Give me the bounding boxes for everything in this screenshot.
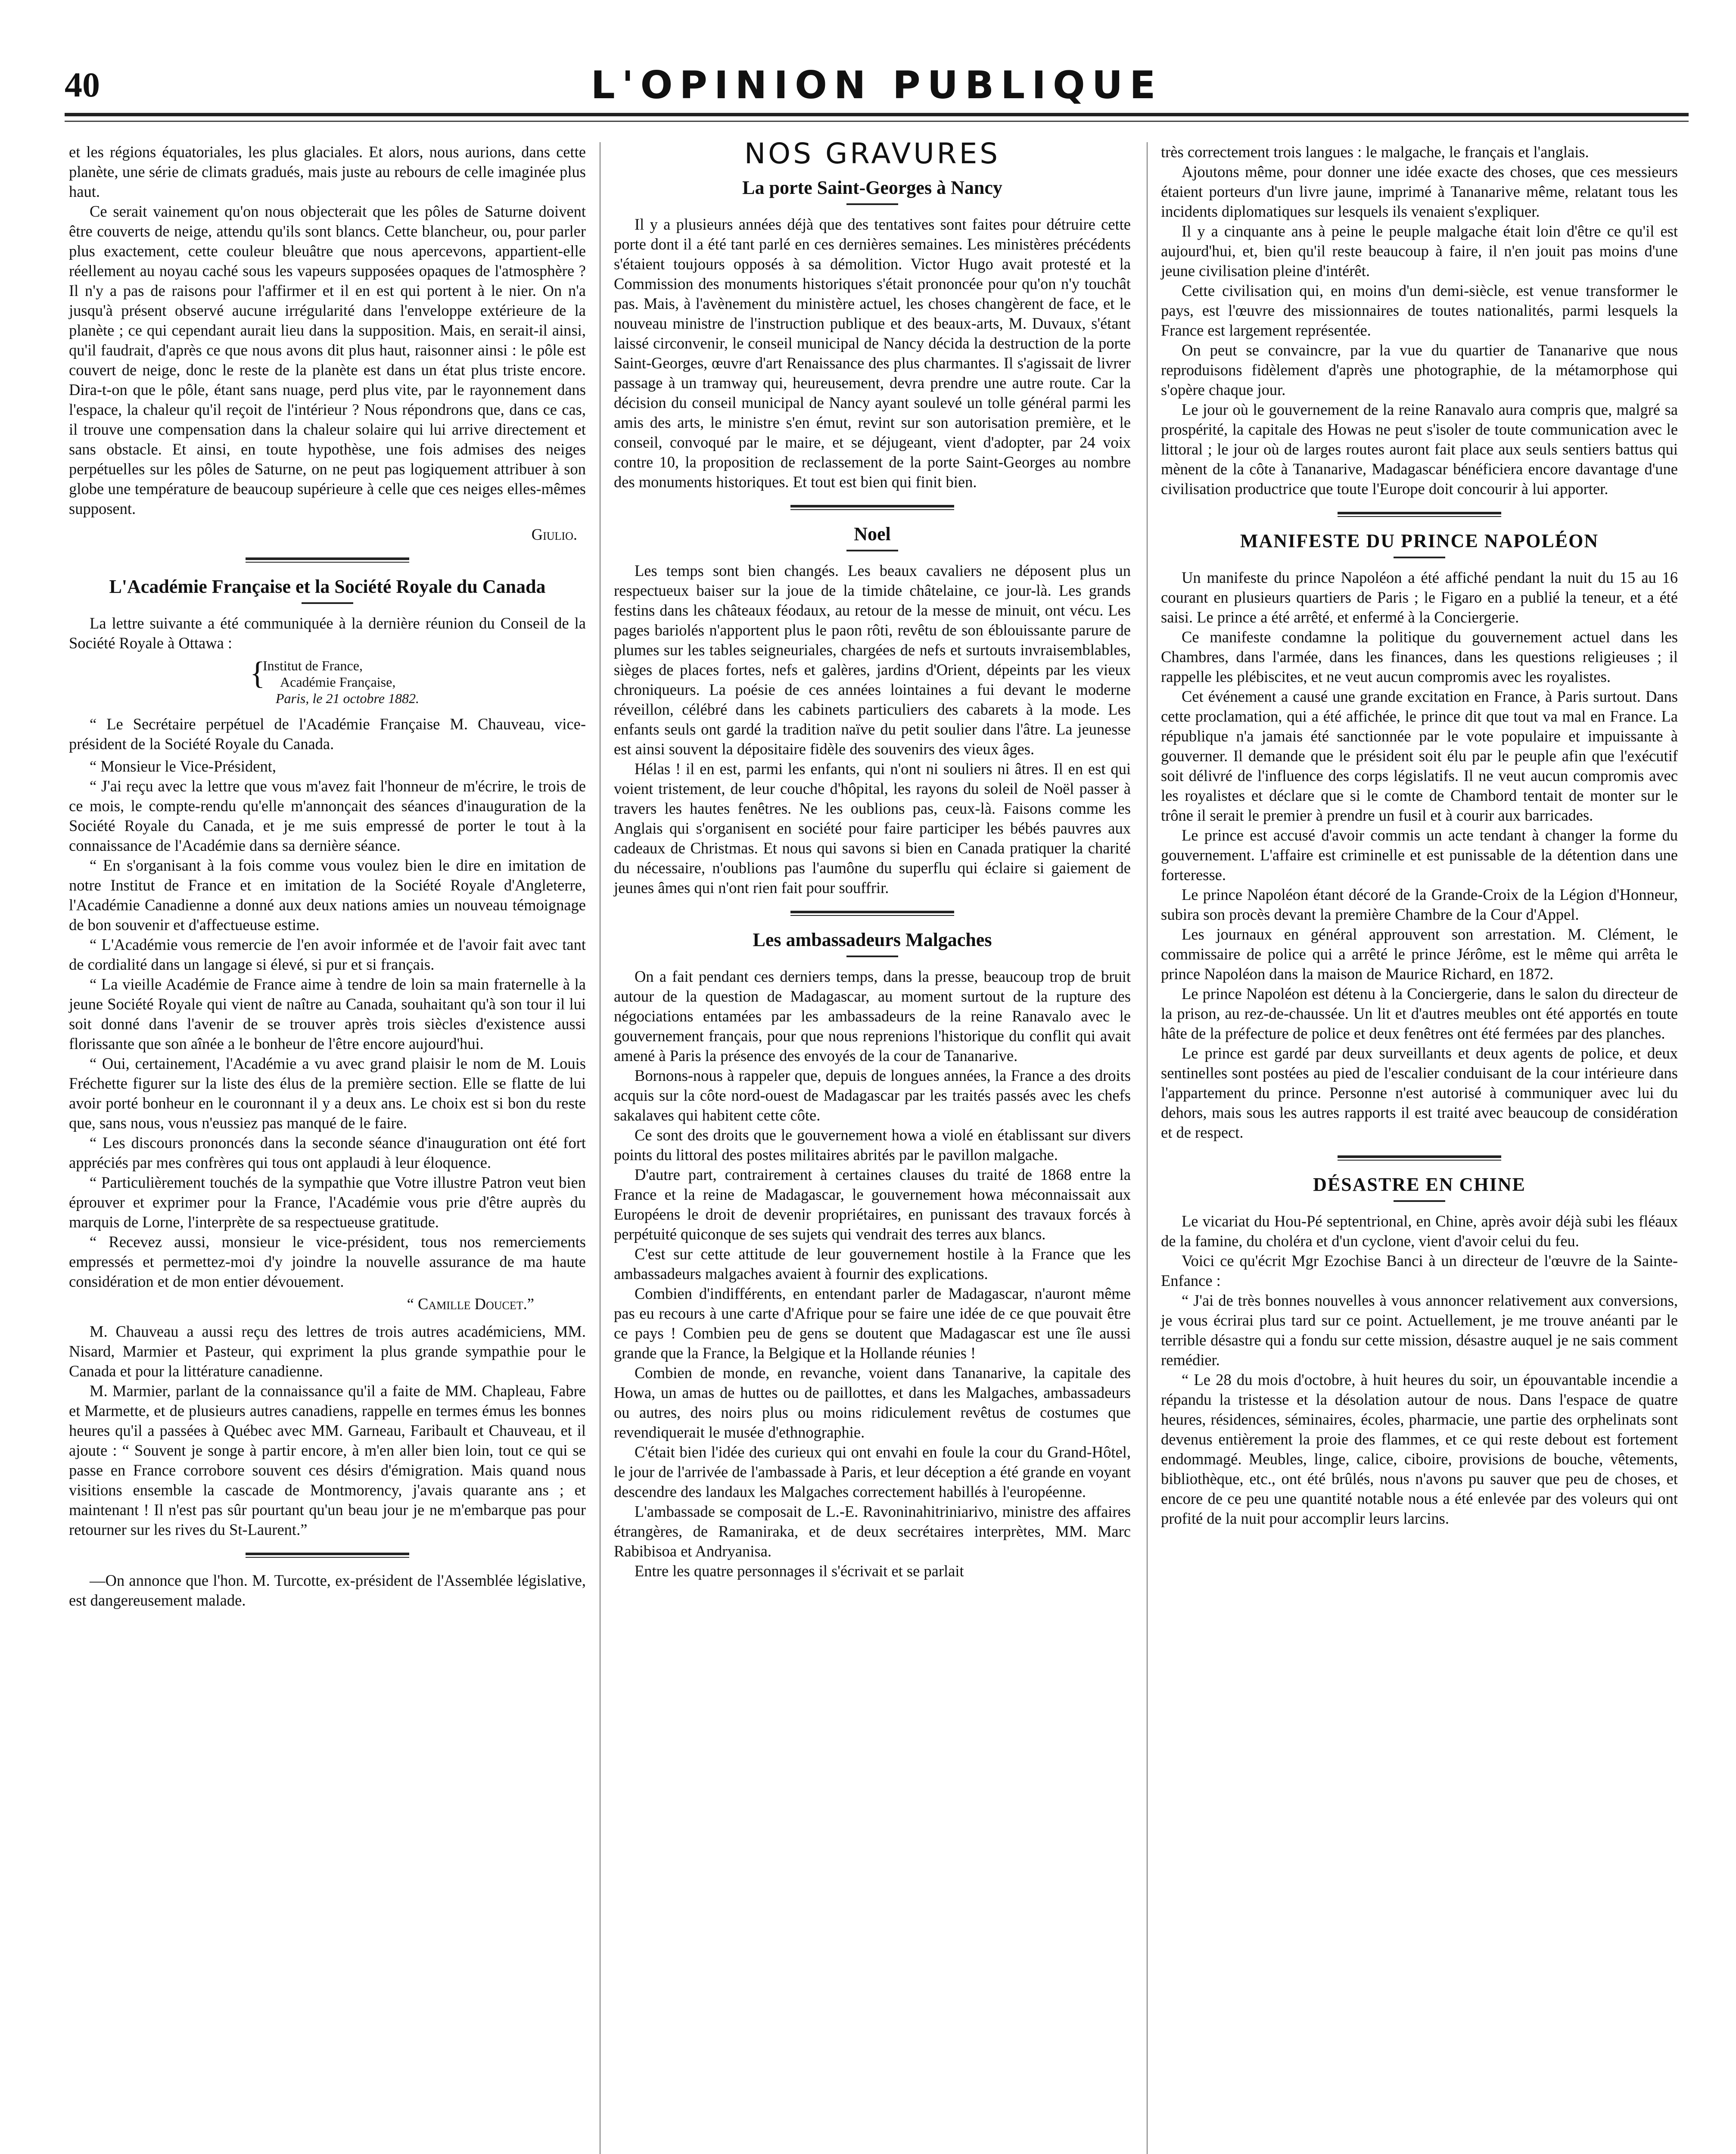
title-rule	[1394, 557, 1445, 558]
letter-paragraph: “ L'Académie vous remercie de l'en avoir informée et de l'avoir fait avec tant de cordialité dans un langage si élevé, si pur et si français.	[69, 936, 586, 973]
desastre-paragraph: Voici ce qu'écrit Mgr Ezochise Banci à un directeur de l'œuvre de la Sainte-Enfance :	[1161, 1252, 1678, 1289]
ambassadeurs-paragraph: Bornons-nous à rappeler que, depuis de longues années, la France a des droits acquis sur la côte nord-ouest de Madagascar par les traités passés avec les chefs sakalaves qui habitent cette côte.	[614, 1067, 1131, 1124]
page-number: 40	[65, 65, 100, 104]
column-3	[1161, 142, 1678, 1528]
manifeste-paragraph: Le prince Napoléon étant décoré de la Grande-Croix de la Légion d'Honneur, subira son procès devant la première Chambre de la Cour d'Appel.	[1161, 886, 1678, 923]
title-rule	[1394, 1200, 1445, 1202]
manifeste-paragraph: Les journaux en général approuvent son arrestation. M. Clément, le commissaire de police qui a arrêté le prince Jérôme, est le même qui arrêta le prince Napoléon dans la maison de Maurice Richard, en 1872.	[1161, 925, 1678, 983]
academie-paragraph: M. Marmier, parlant de la connaissance qu'il a faite de MM. Chapleau, Fabre et Marmette, et de plusieurs autres canadiens, rappelle en termes émus les bonnes heures qu'il a passées à Québec avec MM. Garneau, Faribault et Chauveau, et il ajoute : “ Souvent je songe à partir encore, à m'en aller bien loin, tout ce qui se passe en France corrobore souvent ces désirs d'émigration. Mais quand nous visitions ensemble la cascade de Montmorency, j'avais quarante ans ; et maintenant ! Il n'est pas sûr pourtant qu'un beau jour je ne m'embarque pas pour retourner sur les rives du St-Laurent.”	[69, 1382, 586, 1538]
brace-glyph: {	[250, 656, 265, 691]
news-brief: —On annonce que l'hon. M. Turcotte, ex-président de l'Assemblée législative, est dangereusement malade.	[69, 1572, 586, 1609]
section-separator	[1338, 512, 1501, 517]
letter-salutation: “ Monsieur le Vice-Président,	[90, 757, 276, 775]
section-heading-nos-gravures: NOS GRAVURES	[744, 137, 1001, 170]
article-title-academie: L'Académie Française et la Société Royale du Canada	[109, 576, 546, 597]
letterhead-date: Paris, le 21 octobre 1882.	[276, 691, 419, 706]
title-rule	[302, 602, 353, 604]
column-divider	[1147, 142, 1148, 2154]
desastre-paragraph: Le vicariat du Hou-Pé septentrional, en Chine, après avoir déjà subi les fléaux de la famine, du choléra et d'un cyclone, vient d'avoir celui du feu.	[1161, 1212, 1678, 1250]
noel-paragraph: Les temps sont bien changés. Les beaux cavaliers ne déposent plus un respectueux baiser sur la joue de la timide châtelaine, ce jour-là. Les grands festins dans les châteaux féodaux, au retour de la messe de minuit, ont vécu. Les pages bariolés n'apportent plus le paon rôti, revêtu de son éblouissante parure de plumes sur les tables seigneuriales, chargées de nefs et surtouts invraisemblables, sièges de places fortes, nefs et galères, jardins d'Orient, dépeints par les vieux chroniqueurs. La poésie de ces années lointaines a fui devant le moderne réveillon, célébré dans les cabinets particuliers des cabarets à la mode. Les enfants seuls ont gardé la tradition naïve du petit soulier dans l'âtre. La jeunesse est ainsi souvent la dépositaire fidèle des souvenirs des vieux âges.	[614, 562, 1131, 758]
letter-paragraph: “ J'ai reçu avec la lettre que vous m'avez fait l'honneur de m'écrire, le trois de ce mois, le compte-rendu qu'elle m'annonçait des séances d'inauguration de la Société Royale du Canada, et je me suis empressé de porter le tout à la connaissance de l'Académie dans sa dernière séance.	[69, 777, 586, 854]
masthead-rule-thin	[65, 121, 1689, 122]
title-rule	[846, 550, 898, 551]
ambassadeurs-paragraph: On peut se convaincre, par la vue du quartier de Tananarive que nous reproduisons fidèlement d'après une photographie, de la métamorphose qui s'opère chaque jour.	[1161, 341, 1678, 398]
ambassadeurs-paragraph: Combien de monde, en revanche, voient dans Tananarive, la capitale des Howa, un amas de huttes ou de paillottes, et dans les Malgaches, ambassadeurs ou autres, des noirs plus ou moins ridiculement revêtus de costumes que revendiquerait le musée d'ethnographie.	[614, 1364, 1131, 1441]
ambassadeurs-paragraph: Cette civilisation qui, en moins d'un demi-siècle, est venue transformer le pays, est l'œuvre des missionnaires de toutes nationalités, parmi lesquels la France est largement représentée.	[1161, 282, 1678, 339]
column-2	[614, 137, 1131, 1581]
ambassadeurs-paragraph: D'autre part, contrairement à certaines clauses du traité de 1868 entre la France et la reine de Madagascar, le gouvernement howa méconnaissait aux Européens le droit de devenir propriétaires, en punissant des travaux forcés à perpétuité quiconque de ses sujets qui vendrait des terres aux blancs.	[614, 1166, 1131, 1243]
manifeste-paragraph: Le prince Napoléon est détenu à la Conciergerie, dans le salon du directeur de la prison, au rez-de-chaussée. Un lit et d'autres meubles ont été apportés en toute hâte de la préfecture de police et deux fenêtres ont été fermées par des planches.	[1161, 985, 1678, 1042]
letterhead-line: Académie Française,	[280, 674, 396, 690]
article-signature: Giulio.	[531, 526, 577, 543]
ambassadeurs-paragraph: L'ambassade se composait de L.-E. Ravoninahitriniarivo, ministre des affaires étrangères, de Ramaniraka, et de deux secrétaires interprètes, MM. Marc Rabibisoa et Andryanisa.	[614, 1503, 1131, 1560]
ambassadeurs-paragraph: Ajoutons même, pour donner une idée exacte des choses, que ces messieurs étaient porteurs d'un livre jaune, imprimé à Tananarive même, relatant tous les incidents diplomatiques sur lesquels ils venaient s'expliquer.	[1161, 163, 1678, 220]
ambassadeurs-paragraph: Le jour où le gouvernement de la reine Ranavalo aura compris que, malgré sa prospérité, la capitale des Howas ne peut s'isoler de toute communication avec le littoral ; le jour où de larges routes auront fait place aux seuls sentiers battus qui mènent de la côte à Tananarive, Madagascar bénéficiera encore davantage d'une civilisation productrice que toute l'Europe doit concourir à lui apporter.	[1161, 401, 1678, 498]
article-title-desastre: DÉSASTRE EN CHINE	[1313, 1174, 1526, 1195]
letter-paragraph: “ Le Secrétaire perpétuel de l'Académie Française M. Chauveau, vice-président de la Société Royale du Canada.	[69, 715, 586, 753]
section-separator	[246, 1553, 409, 1558]
ambassadeurs-paragraph: Ce sont des droits que le gouvernement howa a violé en établissant sur divers points du littoral des postes militaires abrités par le pavillon malgache.	[614, 1126, 1131, 1164]
section-separator	[790, 505, 954, 510]
ambassadeurs-paragraph: C'était bien l'idée des curieux qui ont envahi en foule la cour du Grand-Hôtel, le jour de l'arrivée de l'ambassade à Paris, et leur déception a été grande en voyant descendre des landaux les Malgaches correctement habillés à l'européenne.	[614, 1443, 1131, 1500]
ambassadeurs-paragraph: Entre les quatre personnages il s'écrivait et se parlait	[635, 1562, 964, 1580]
saturne-paragraph: et les régions équatoriales, les plus glaciales. Et alors, nous aurions, dans cette planète, une série de climats gradués, mais juste au rebours de celle imaginée plus haut.	[69, 143, 586, 200]
article-title-noel: Noel	[854, 523, 891, 545]
article-title-manifeste: MANIFESTE DU PRINCE NAPOLÉON	[1240, 530, 1599, 551]
manifeste-paragraph: Ce manifeste condamne la politique du gouvernement actuel dans les Chambres, dans l'armée, dans les finances, dans les questions religieuses ; il rappelle les plébiscites, et ne veut aucun compromis avec les royalistes.	[1161, 628, 1678, 685]
journal-title: L'OPINION PUBLIQUE	[591, 63, 1163, 107]
article-title-ambassadeurs: Les ambassadeurs Malgaches	[753, 929, 992, 950]
ambassadeurs-paragraph: très correctement trois langues : le malgache, le français et l'anglais.	[1161, 143, 1589, 161]
masthead-rule	[65, 113, 1689, 116]
letterhead-line: Institut de France,	[263, 658, 363, 673]
letter-signature: “ Camille Doucet.”	[407, 1295, 534, 1313]
letter-paragraph: “ Oui, certainement, l'Académie a vu avec grand plaisir le nom de M. Louis Fréchette figurer sur la liste des élus de la première section. Elle se flatte de lui avoir porté bonheur en le couronnant il y a deux ans. Le choix est si bon du reste que, sans nous, vous n'eussiez pas manqué de le faire.	[69, 1055, 586, 1132]
column-1	[69, 142, 586, 1610]
desastre-paragraph: “ Le 28 du mois d'octobre, à huit heures du soir, un épouvantable incendie a répandu la tristesse et la désolation autour de nous. Dans l'espace de quatre heures, résidences, séminaires, écoles, pharmacie, une partie des orphelinats sont devenus entièrement la proie des flammes, et ce qui reste debout est fortement endommagé. Meubles, linge, calice, ciboire, provisions de bouche, vêtements, bibliothèque, etc., ont été brûlés, nous n'avons pu sauver que peu de choses, et encore de ce peu une quantité notable nous a été enlevée par des voleurs qui ont profité de la nuit pour accomplir leurs larcins.	[1161, 1371, 1678, 1527]
noel-paragraph: Hélas ! il en est, parmi les enfants, qui n'ont ni souliers ni âtres. Il en est qui voient tristement, de leur couche d'hôpital, les rayons du soleil de Noël passer à travers les hautes fenêtres. Ne les oublions pas, ceux-là. Faisons comme les Anglais qui s'organisent en société pour faire participer les bébés pauvres aux cadeaux de Christmas. Et nous qui savons si bien en Canada pratiquer la charité du nécessaire, n'oublions pas l'aumône du superflu qui éclaire si gaiement de jeunes âmes qui n'ont rien fait pour souffrir.	[614, 760, 1131, 896]
porte-paragraph: Il y a plusieurs années déjà que des tentatives sont faites pour détruire cette porte dont il a été tant parlé en ces dernières semaines. Les ministères précédents s'étaient toujours opposés à sa démolition. Victor Hugo avait protesté et la Commission des monuments historiques s'était prononcée pour qu'on n'y touchât pas. Mais, à l'avènement du ministère actuel, les choses changèrent de face, et le nouveau ministre de l'instruction publique et des beaux-arts, M. Duvaux, s'étant laissé circonvenir, le conseil municipal de Nancy décida la destruction de la porte Saint-Georges, œuvre d'art Renaissance des plus charmantes. Il s'agissait de livrer passage à un tramway qui, heureusement, devra prendre une autre route. Car la décision du conseil municipal de Nancy ayant soulevé un tolle général parmi les amis des arts, le ministre s'en émut, revint sur son autorisation première, et le conseil, convoqué par le maire, et se déjugeant, vient d'adopter, par 24 voix contre 10, la proposition de reclassement de la porte Saint-Georges au nombre des monuments historiques. Et tout est bien qui finit bien.	[614, 215, 1131, 491]
section-separator	[246, 557, 409, 563]
title-rule	[846, 956, 898, 957]
title-rule	[846, 203, 898, 205]
ambassadeurs-paragraph: Combien d'indifférents, en entendant parler de Madagascar, n'auront même pas eu recours à une carte d'Afrique pour se faire une idée de ce que pouvait être ce pays ! Combien peu de gens se doutent que Madagascar est une île aussi grande que la France, la Belgique et la Hollande réunies !	[614, 1285, 1131, 1362]
manifeste-paragraph: Un manifeste du prince Napoléon a été affiché pendant la nuit du 15 au 16 courant en plusieurs quartiers de Paris ; le Figaro en a publié la teneur, et a été saisi. Le prince a été arrêté, et enfermé à la Conciergerie.	[1161, 569, 1678, 626]
section-separator	[1338, 1155, 1501, 1161]
academie-intro: La lettre suivante a été communiquée à la dernière réunion du Conseil de la Société Royale à Ottawa :	[69, 614, 586, 652]
ambassadeurs-paragraph: On a fait pendant ces derniers temps, dans la presse, beaucoup trop de bruit autour de la question de Madagascar, au moment surtout de la rupture des négociations entamées par les ambassadeurs de la reine Ranavalo avec le gouvernement français, pour que nous reprenions l'historique du conflit qui avait amené à Paris la présence des envoyés de la cour de Tananarive.	[614, 968, 1131, 1065]
academie-paragraph: M. Chauveau a aussi reçu des lettres de trois autres académiciens, MM. Nisard, Marmier et Pasteur, qui expriment la plus grande sympathie pour le Canada et pour la littérature canadienne.	[69, 1323, 586, 1380]
article-title-porte: La porte Saint-Georges à Nancy	[742, 177, 1002, 198]
letter-paragraph: “ Recevez aussi, monsieur le vice-président, tous nos remerciements empressés et permettez-moi d'y joindre la nouvelle assurance de ma haute considération et de mon entier dévouement.	[69, 1233, 586, 1290]
letterhead	[250, 656, 586, 707]
ambassadeurs-paragraph: Il y a cinquante ans à peine le peuple malgache était loin d'être ce qu'il est aujourd'hui, et, bien qu'il reste beaucoup à faire, il n'en jouit pas moins d'une jeune civilisation pleine d'intérêt.	[1161, 222, 1678, 280]
saturne-paragraph: Ce serait vainement qu'on nous objecterait que les pôles de Saturne doivent être couverts de neige, attendu qu'ils sont blancs. Cette blancheur, ou, pour parler plus exactement, cette couleur bleuâtre que nous apercevons, appartient-elle réellement au noyau caché sous les vapeurs supposées opaques de l'atmosphère ? Il n'y a pas de raisons pour l'affirmer et il en est qui portent à le nier. On n'a jusqu'à présent observé aucune irrégularité dans l'enveloppe extérieure de la planète ; ce qui cependant aurait lieu dans la supposition. Mais, en serait-il ainsi, qu'il faudrait, d'après ce que nous avons dit plus haut, raisonner ainsi : le pôle est couvert de neige, donc le reste de la planète est dans un état plus triste encore. Dira-t-on que le pôle, étant sans nuage, perd plus vite, par le rayonnement dans l'espace, la chaleur qu'il reçoit de l'intérieur ? Nous répondrons que, dans ce cas, il trouve une compensation dans la chaleur solaire qui lui arrive directement et sans obstacle. Et ainsi, en toute hypothèse, une fois admises des neiges perpétuelles sur les pôles de Saturne, on ne peut pas logiquement attribuer à son globe une température de beaucoup supérieure à celle que ces neiges elles-mêmes supposent.	[69, 202, 586, 517]
manifeste-paragraph: Cet événement a causé une grande excitation en France, à Paris surtout. Dans cette proclamation, qui a été affichée, le prince dit que tout va mal en France. La république n'a jamais été sanctionnée par le vote populaire et impuissante à gouverner. Il demande que le président soit élu par le peuple afin que l'exécutif soit délivré de l'influence des corps législatifs. Il ne veut aucun compromis avec les royalistes et déclare que si le comte de Chambord tentait de monter sur le trône il serait le premier à prendre un fusil et à courir aux barricades.	[1161, 688, 1678, 824]
ambassadeurs-paragraph: C'est sur cette attitude de leur gouvernement hostile à la France que les ambassadeurs malgaches avaient à fournir des explications.	[614, 1245, 1131, 1282]
manifeste-paragraph: Le prince est accusé d'avoir commis un acte tendant à changer la forme du gouvernement. L'affaire est criminelle et est punissable de la détention dans une forteresse.	[1161, 826, 1678, 884]
desastre-paragraph: “ J'ai de très bonnes nouvelles à vous annoncer relativement aux conversions, je vous écrirai plus tard sur ce point. Actuellement, je me trouve anéanti par le terrible désastre qui a fondu sur cette mission, désastre auquel je ne sais comment remédier.	[1161, 1292, 1678, 1369]
letter-paragraph: “ En s'organisant à la fois comme vous voulez bien le dire en imitation de notre Institut de France et en imitation de la Société Royale d'Angleterre, l'Académie Canadienne a donné aux deux nations amies un nouveau témoignage de bon souvenir et d'affectueuse estime.	[69, 856, 586, 934]
section-separator	[790, 911, 954, 916]
manifeste-paragraph: Le prince est gardé par deux surveillants et deux agents de police, et deux sentinelles sont postées au pied de l'escalier conduisant de la cour intérieure dans l'appartement du prince. Personne n'est autorisé à communiquer avec lui du dehors, mais sous les autres rapports il est traité avec beaucoup de considération et de respect.	[1161, 1044, 1678, 1141]
letter-paragraph: “ La vieille Académie de France aime à tendre de loin sa main fraternelle à la jeune Société Royale qui vient de naître au Canada, souhaitant qu'à son tour il lui soit donné dans l'avenir de se trouver après trois siècles d'existence aussi florissante que son aînée a le bonheur de l'être encore aujourd'hui.	[69, 975, 586, 1052]
masthead	[65, 65, 1689, 112]
letter-paragraph: “ Particulièrement touchés de la sympathie que Votre illustre Patron veut bien éprouver et exprimer pour la France, l'Académie vous prie d'être auprès du marquis de Lorne, l'interprète de sa respectueuse gratitude.	[69, 1173, 586, 1231]
letter-paragraph: “ Les discours prononcés dans la seconde séance d'inauguration ont été fort appréciés par mes confrères qui tous ont applaudi à leur éloquence.	[69, 1134, 586, 1171]
